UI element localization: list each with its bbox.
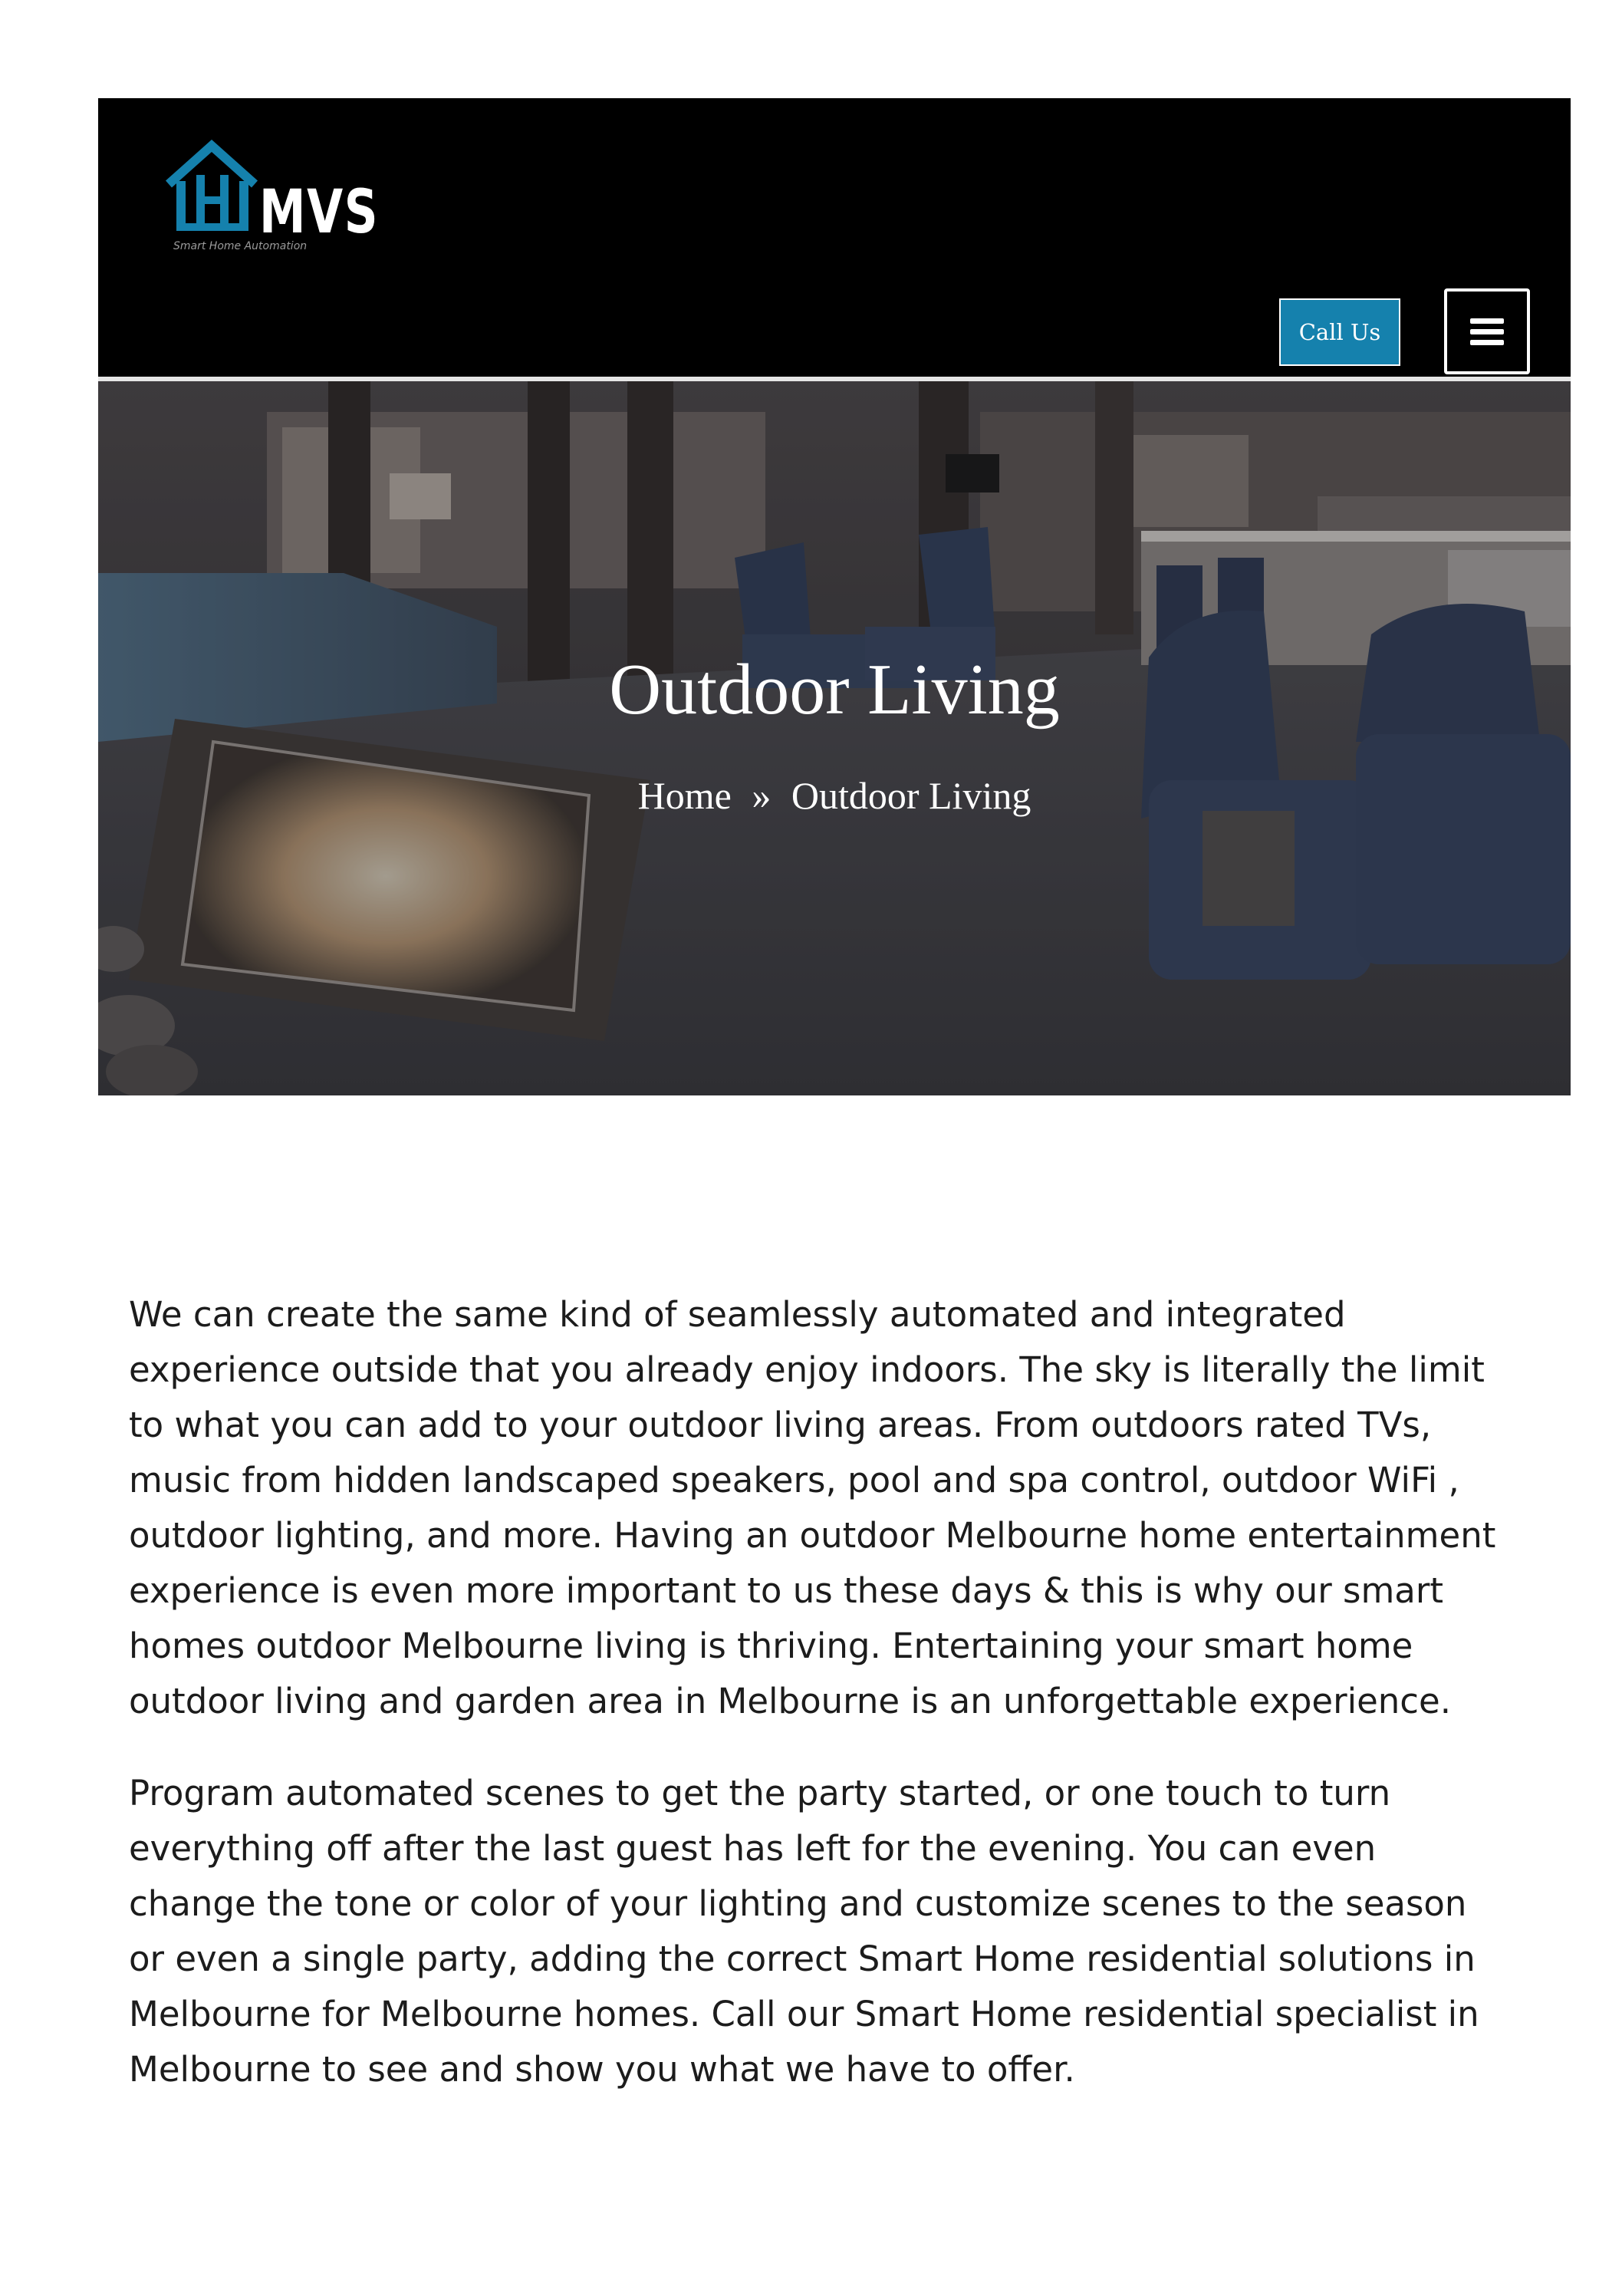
paragraph-line: outdoor lighting, and more. Having an outdoor Melbourne home entertainment [129, 1515, 1496, 1556]
breadcrumb-home-link[interactable]: Home [637, 774, 732, 817]
content-paragraph-2 [129, 1766, 1540, 2097]
site-header [98, 98, 1571, 377]
breadcrumb-separator: » [752, 774, 772, 817]
breadcrumb-current: Outdoor Living [791, 774, 1031, 817]
menu-button[interactable] [1444, 288, 1530, 374]
site-container [98, 98, 1571, 1095]
paragraph-line: experience outside that you already enjoy indoors. The sky is literally the limit [129, 1349, 1485, 1390]
hamburger-menu-icon [1469, 316, 1505, 347]
content-paragraph-1 [129, 1287, 1540, 1729]
paragraph-line: homes outdoor Melbourne living is thriving. Entertaining your smart home [129, 1626, 1413, 1666]
logo-tagline: Smart Home Automation [173, 240, 308, 252]
paragraph-line: Melbourne to see and show you what we have to offer. [129, 2049, 1075, 2090]
hero-overlay [98, 381, 1571, 1095]
paragraph-line: Program automated scenes to get the party started, or one touch to turn [129, 1773, 1391, 1813]
house-logo-icon [163, 137, 270, 236]
paragraph-line: Melbourne for Melbourne homes. Call our Smart Home residential specialist in [129, 1994, 1479, 2034]
logo[interactable] [163, 137, 380, 259]
call-us-button[interactable]: Call Us [1279, 298, 1400, 366]
paragraph-line: experience is even more important to us these days & this is why our smart [129, 1570, 1444, 1611]
page-title: Outdoor Living [609, 650, 1060, 730]
hero-banner [98, 381, 1571, 1095]
paragraph-line: change the tone or color of your lighting and customize scenes to the season [129, 1883, 1467, 1924]
paragraph-line: outdoor living and garden area in Melbourne is an unforgettable experience. [129, 1681, 1452, 1721]
paragraph-line: or even a single party, adding the correct Smart Home residential solutions in [129, 1939, 1476, 1979]
paragraph-line: music from hidden landscaped speakers, pool and spa control, outdoor WiFi , [129, 1460, 1459, 1500]
paragraph-line: We can create the same kind of seamlessly automated and integrated [129, 1294, 1346, 1335]
breadcrumb [98, 776, 1571, 815]
logo-text: MVS [259, 178, 380, 247]
paragraph-line: to what you can add to your outdoor living areas. From outdoors rated TVs, [129, 1405, 1432, 1445]
paragraph-line: everything off after the last guest has left for the evening. You can even [129, 1828, 1377, 1869]
main-content [129, 1287, 1540, 2134]
